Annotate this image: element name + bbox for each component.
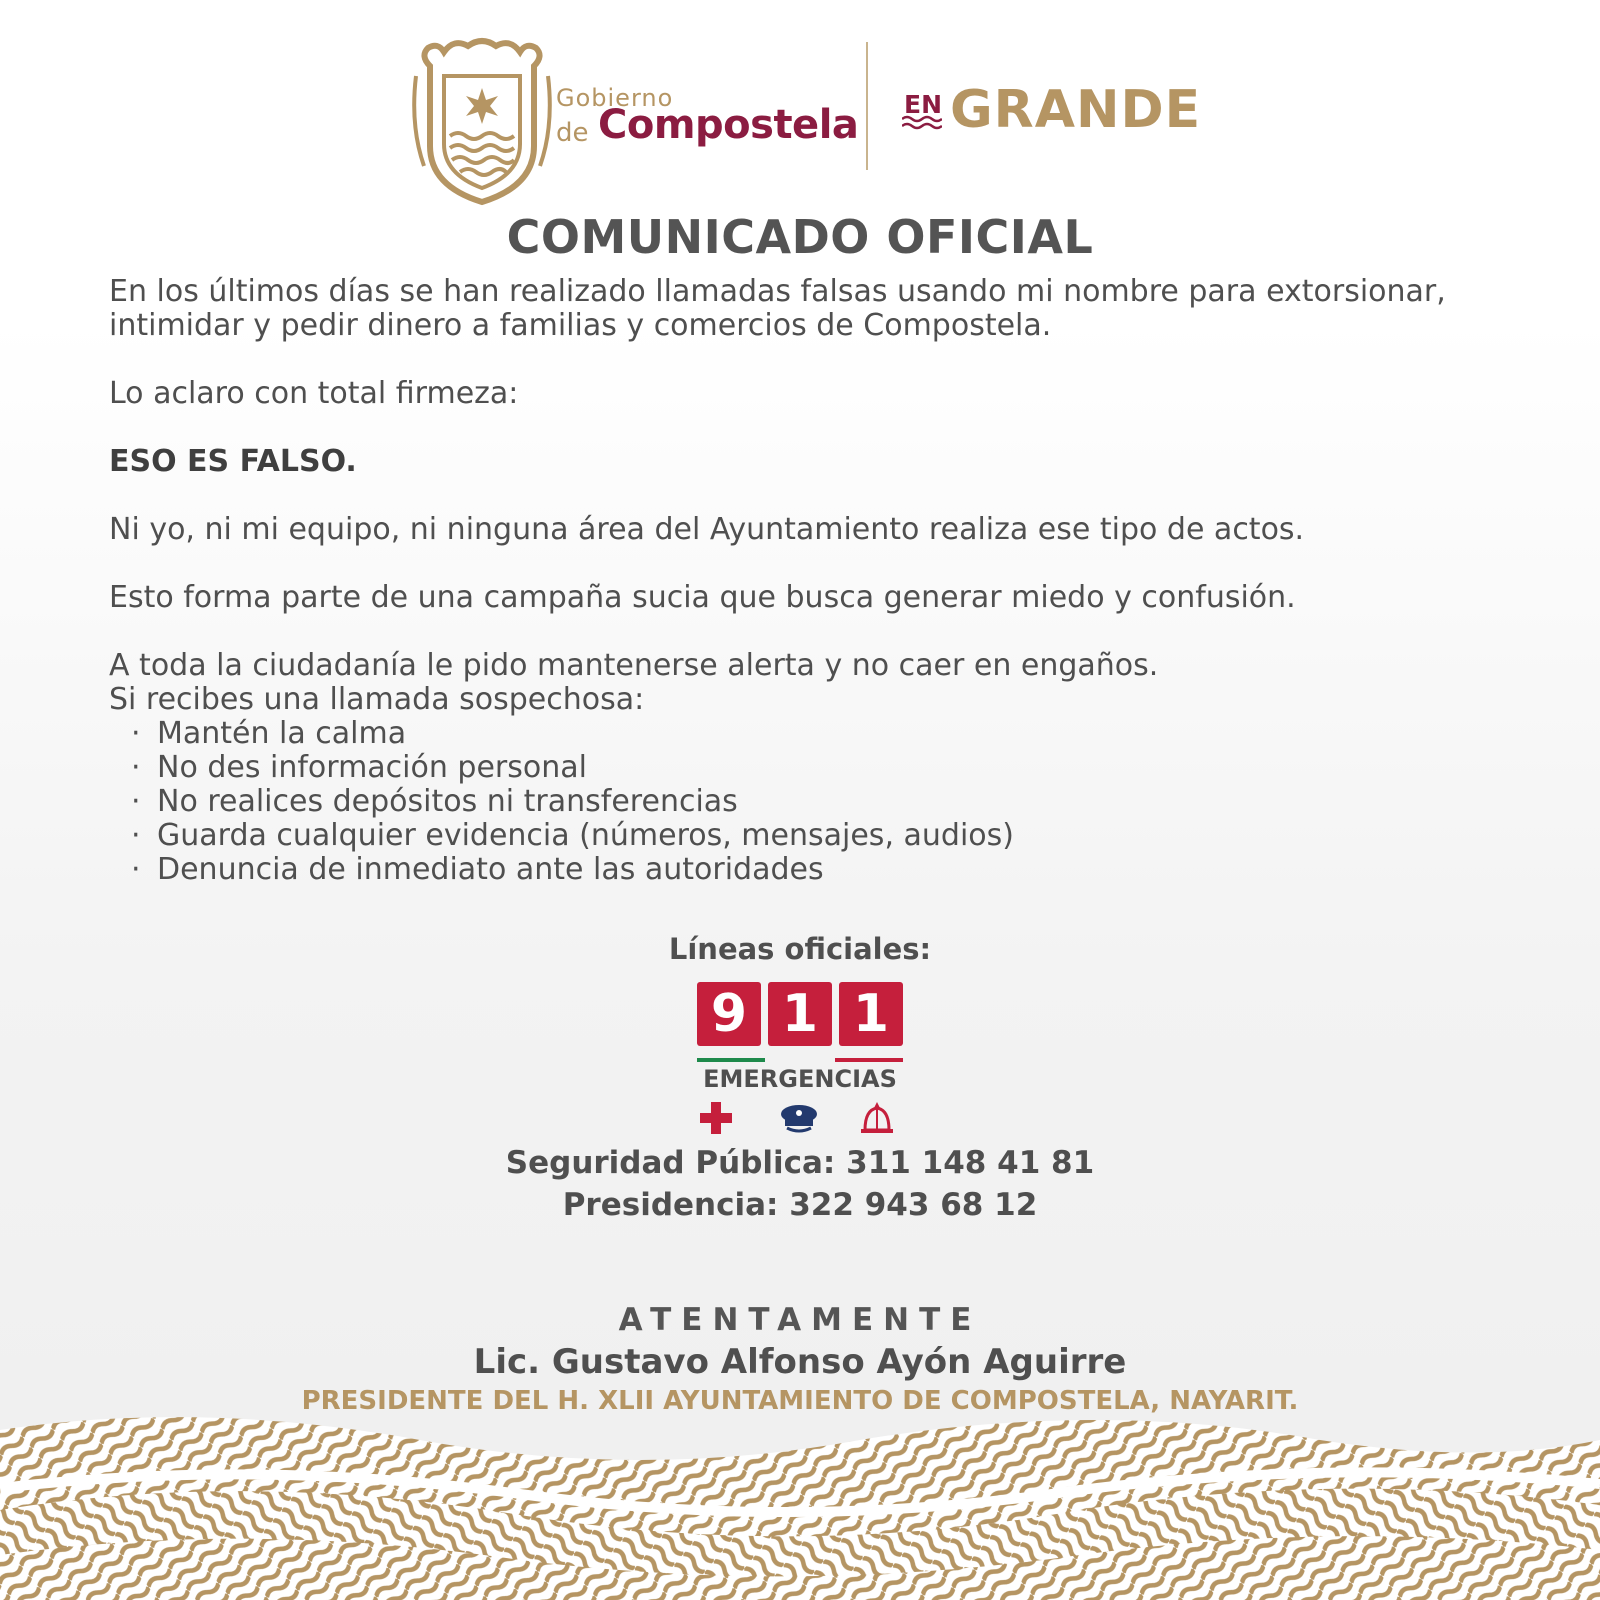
en-label: EN <box>904 90 943 119</box>
de-label: de <box>556 118 589 148</box>
presidencia-label: Presidencia: <box>562 1187 779 1223</box>
header-logos <box>0 0 1600 210</box>
gobierno-label: Gobierno <box>556 84 674 112</box>
presidencia-line <box>0 1187 1600 1223</box>
advice-list <box>109 717 1529 887</box>
seguridad-publica-line <box>0 1145 1600 1181</box>
red-cross-icon <box>697 1100 737 1136</box>
official-lines-title: Líneas oficiales: <box>668 932 932 966</box>
police-cap-icon <box>779 1100 819 1136</box>
list-item: · No des información personal <box>131 750 587 785</box>
compostela-label: Compostela <box>598 102 859 148</box>
paragraph-line: intimidar y pedir dinero a familias y comercios de Compostela. <box>109 308 1052 343</box>
signer-name: Lic. Gustavo Alfonso Ayón Aguirre <box>473 1342 1127 1382</box>
digit-9: 9 <box>697 982 761 1046</box>
waves-icon <box>902 114 942 130</box>
paragraph: A toda la ciudadanía le pido mantenerse alerta y no caer en engaños. <box>109 648 1159 683</box>
signer-position: PRESIDENTE DEL H. XLII AYUNTAMIENTO DE COMPOSTELA, NAYARIT. <box>301 1386 1299 1416</box>
emergencias-label: EMERGENCIAS <box>703 1065 897 1093</box>
digit-1: 1 <box>839 982 903 1046</box>
grande-label: GRANDE <box>950 80 1202 140</box>
digit-1: 1 <box>768 982 832 1046</box>
statement-body <box>109 275 1529 887</box>
paragraph: Ni yo, ni mi equipo, ni ninguna área del Ayuntamiento realiza ese tipo de actos. <box>109 512 1305 547</box>
seguridad-number: 311 148 41 81 <box>846 1145 1095 1181</box>
firefighter-helmet-icon <box>857 1100 897 1136</box>
paragraph: Esto forma parte de una campaña sucia que busca generar miedo y confusión. <box>109 580 1296 615</box>
closing-label: ATENTAMENTE <box>618 1302 982 1338</box>
page-title: COMUNICADO OFICIAL <box>506 210 1094 264</box>
paragraph: Si recibes una llamada sospechosa: <box>109 682 645 717</box>
presidencia-number: 322 943 68 12 <box>789 1187 1038 1223</box>
municipal-crest-icon <box>410 36 555 206</box>
list-item: · Guarda cualquier evidencia (números, mensajes, audios) <box>131 818 1014 853</box>
list-item: · Denuncia de inmediato ante las autoridades <box>131 852 824 887</box>
header-divider <box>866 42 868 170</box>
seguridad-label: Seguridad Pública: <box>505 1145 836 1181</box>
green-bar <box>697 1058 765 1062</box>
emphasis-paragraph: ESO ES FALSO. <box>109 444 357 479</box>
emergency-911-logo <box>697 982 903 1132</box>
red-bar <box>835 1058 903 1062</box>
paragraph: Lo aclaro con total firmeza: <box>109 376 519 411</box>
wave-pattern-decoration <box>0 1410 1600 1600</box>
paragraph-line: En los últimos días se han realizado llamadas falsas usando mi nombre para extorsionar, <box>109 274 1446 309</box>
list-item: · No realices depósitos ni transferencias <box>131 784 738 819</box>
list-item: · Mantén la calma <box>131 716 407 751</box>
